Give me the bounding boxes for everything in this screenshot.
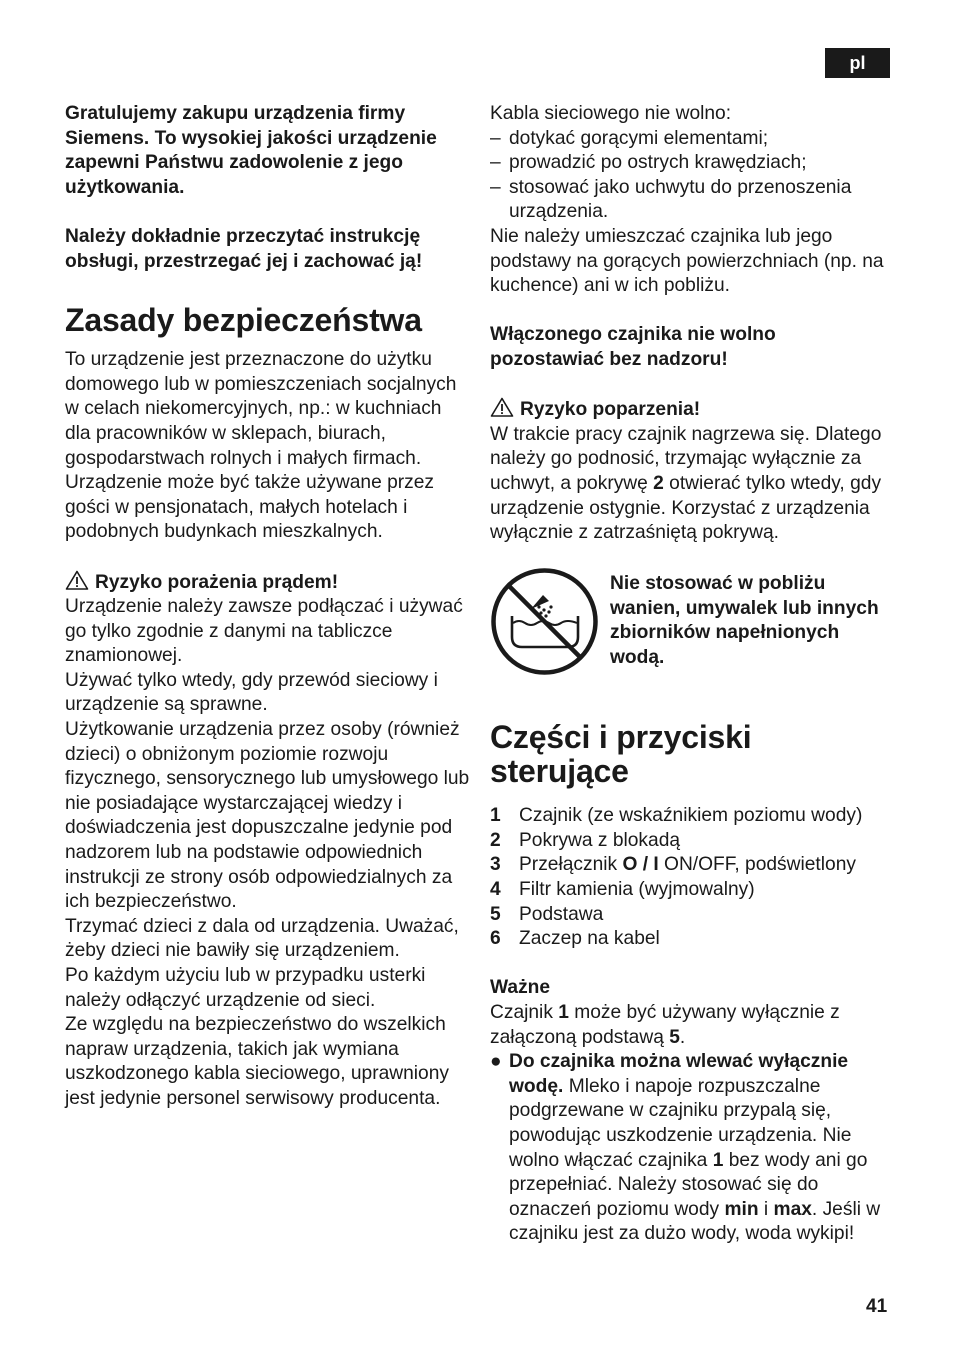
parts-list-item: 6 Zaczep na kabel bbox=[490, 928, 660, 950]
list-item-text: stosować jako uchwytu do przenoszenia urządzenia. bbox=[509, 176, 852, 223]
language-badge: pl bbox=[825, 48, 890, 78]
reduced-abilities-paragraph: Użytkowanie urządzenia przez osoby (również dzieci) o obniżonym poziomie rozwoju fizycznego, sensorycznego lub umysłowego lub nie posiadające wystarczającej wiedzy i doświadczenia jest dopuszczalne jedynie pod nadzorem lub na podstawie odpowiednich instrukcji ze strony osób odpowiedzialnych za ich bezpieczeństwo. bbox=[65, 719, 470, 913]
repairs-paragraph: Ze względu na bezpieczeństwo do wszelkich napraw urządzenia, takich jak wymiana uszkodzonego kabla sieciowego, uprawniony jest jedynie personel serwisowy producenta. bbox=[65, 1014, 449, 1109]
parts-list-item: 4 Filtr kamienia (wyjmowalny) bbox=[490, 879, 755, 901]
intro-paragraph: Gratulujemy zakupu urządzenia firmy Siemens. To wysokiej jakości urządzenie zapewni Państwu zadowolenie z jego użytkowania. bbox=[65, 103, 437, 198]
warning-title-text: Ryzyko porażenia prądem! bbox=[95, 571, 339, 593]
warning-triangle-icon bbox=[65, 570, 89, 590]
section-heading-parts: Części i przyciski sterujące bbox=[490, 719, 752, 790]
list-item: – prowadzić po ostrych krawędziach; bbox=[490, 151, 895, 176]
list-item-text: dotykać gorącymi elementami; bbox=[509, 127, 769, 149]
rating-plate-paragraph: Urządzenie należy zawsze podłączać i używać go tylko zgodnie z danymi na tabliczce znamionowej. bbox=[65, 596, 463, 667]
warning-triangle-icon bbox=[490, 397, 514, 417]
electric-shock-warning-title bbox=[65, 570, 470, 596]
parts-list-item: 1 Czajnik (ze wskaźnikiem poziomu wody) bbox=[490, 805, 863, 827]
unattended-warning: Włączonego czajnika nie wolno pozostawiać bez nadzoru! bbox=[490, 324, 776, 370]
burn-warning-title bbox=[490, 397, 895, 423]
right-column bbox=[490, 102, 895, 1247]
important-title: Ważne bbox=[490, 977, 551, 999]
list-item: – stosować jako uchwytu do przenoszenia urządzenia. bbox=[490, 176, 895, 225]
important-paragraph: Czajnik 1 może być używany wyłącznie z załączoną podstawą 5. bbox=[490, 1002, 840, 1048]
water-only-bullet: ● Do czajnika można wlewać wyłącznie wodę. Mleko i napoje rozpuszczalne podgrzewane w czajniku przypalą się, powodując uszkodzenie urządzenia. Nie wolno włączać czajnika 1 bez wody ani go przepełniać. Należy stosować się do oznaczeń poziomu wody min i max. Jeśli w czajniku jest za dużo wody, woda wykipi! bbox=[490, 1050, 895, 1247]
list-item: – dotykać gorącymi elementami; bbox=[490, 127, 895, 152]
warning-title-text: Ryzyko poparzenia! bbox=[520, 399, 701, 421]
list-item-text: prowadzić po ostrych krawędziach; bbox=[509, 152, 807, 174]
water-warning-box bbox=[490, 572, 895, 676]
cable-condition-paragraph: Używać tylko wtedy, gdy przewód sieciowy i urządzenie są sprawne. bbox=[65, 669, 438, 716]
burn-paragraph: W trakcie pracy czajnik nagrzewa się. Dlatego należy go podnosić, trzymając wyłącznie za uchwyt, a pokrywę 2 otwierać tylko wtedy, gdy urządzenie ostygnie. Korzystać z urządzenia wyłącznie z zatrzaśniętą pokrywą. bbox=[490, 423, 882, 544]
hot-surfaces-paragraph: Nie należy umieszczać czajnika lub jego podstawy na gorących powierzchniach (np. na kuchence) ani w ich pobliżu. bbox=[490, 225, 884, 297]
intended-use-paragraph: To urządzenie jest przeznaczone do użytku domowego lub w pomieszczeniach socjalnych w celach niekomercyjnych, np.: w kuchniach dla pracowników w sklepach, biurach, gospodarstwach rolnych i małych firmach. Urządzenie może być także używane przez gości w pensjonatach, małych hotelach i podobnych budynkach mieszkalnych. bbox=[65, 349, 457, 543]
cable-intro: Kabla sieciowego nie wolno: bbox=[490, 103, 732, 124]
water-warning-text: Nie stosować w pobliżu wanien, umywalek lub innych zbiorników napełnionych wodą. bbox=[610, 573, 879, 669]
bullet-icon: ● bbox=[490, 1051, 502, 1073]
section-heading-safety: Zasady bezpieczeństwa bbox=[65, 302, 422, 339]
parts-list-item: 3 Przełącznik O / I ON/OFF, podświetlony bbox=[490, 854, 856, 876]
read-instructions-notice: Należy dokładnie przeczytać instrukcję obsługi, przestrzegać jej i zachować ją! bbox=[65, 225, 423, 272]
children-paragraph: Trzymać dzieci z dala od urządzenia. Uważać, żeby dzieci nie bawiły się urządzeniem. bbox=[65, 915, 459, 962]
parts-list-item: 2 Pokrywa z blokadą bbox=[490, 829, 681, 851]
parts-list-item: 5 Podstawa bbox=[490, 903, 604, 925]
no-water-bath-icon bbox=[490, 567, 599, 676]
left-column bbox=[65, 102, 470, 1112]
unplug-paragraph: Po każdym użyciu lub w przypadku usterki należy odłączyć urządzenie od sieci. bbox=[65, 965, 426, 1011]
page-number: 41 bbox=[866, 1296, 888, 1317]
